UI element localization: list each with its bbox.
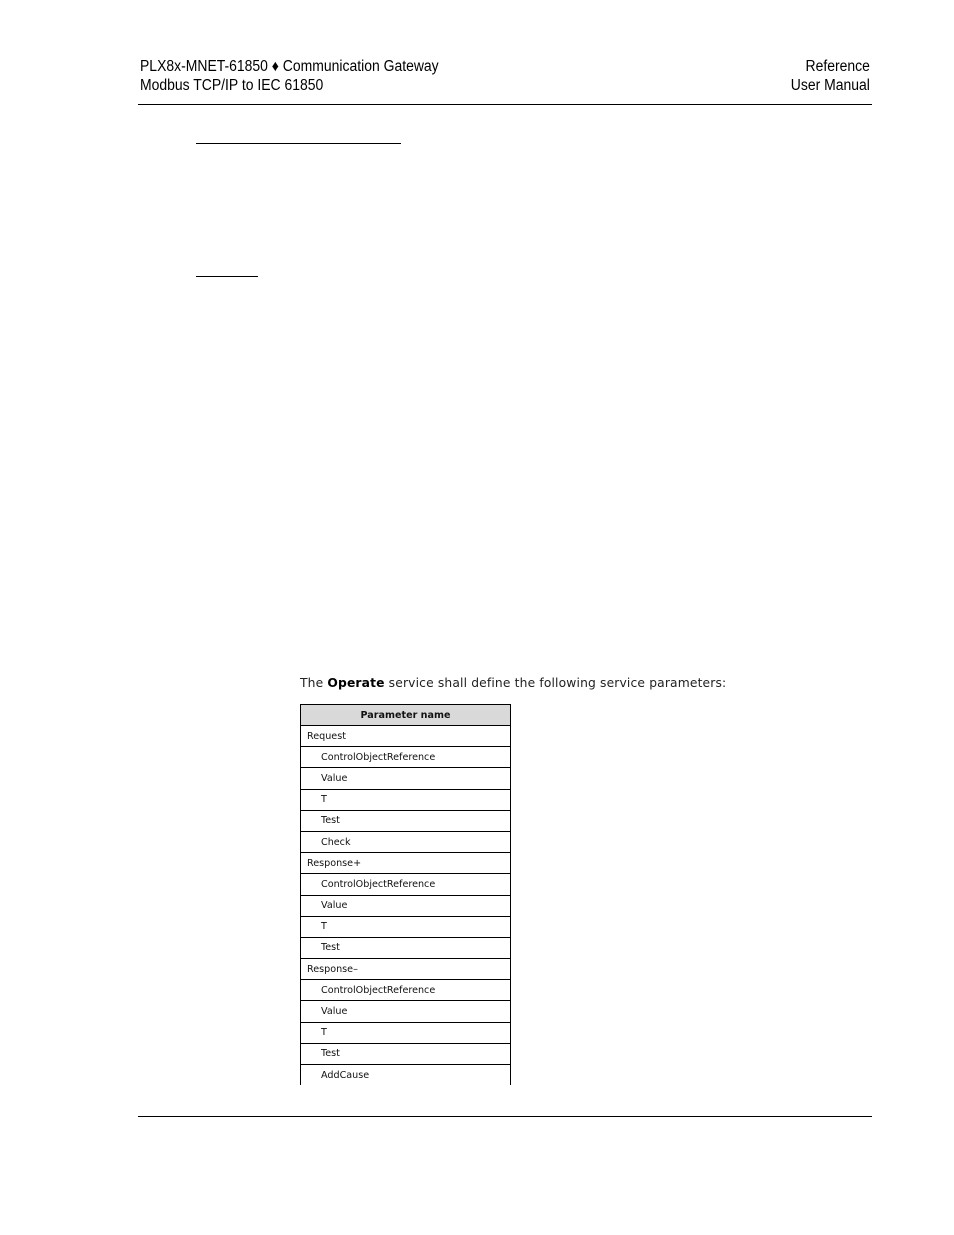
table-row (301, 789, 511, 810)
parameter-cell: Response– (301, 959, 511, 980)
header-left (140, 57, 439, 95)
intro-suffix: service shall define the following service parameters: (384, 676, 727, 690)
intro-bold-term: Operate (327, 676, 385, 690)
doc-section: Reference (805, 58, 870, 75)
table-body (301, 726, 511, 1086)
parameter-cell: Test (301, 810, 511, 831)
parameter-cell: Value (301, 768, 511, 789)
product-title: PLX8x-MNET-61850 ♦ Communication Gateway (140, 58, 439, 75)
table-row (301, 959, 511, 980)
table-row (301, 810, 511, 831)
parameter-cell: Value (301, 895, 511, 916)
parameter-cell: ControlObjectReference (301, 747, 511, 768)
parameter-cell: Test (301, 937, 511, 958)
parameter-cell: T (301, 916, 511, 937)
parameter-cell: ControlObjectReference (301, 874, 511, 895)
table-header-row (301, 705, 511, 726)
table-row (301, 1022, 511, 1043)
heading-underline-1 (196, 143, 401, 144)
header-right (791, 57, 870, 95)
parameter-cell: Check (301, 831, 511, 852)
parameter-cell: Test (301, 1043, 511, 1064)
heading-underline-2 (196, 276, 258, 277)
table-row (301, 895, 511, 916)
parameter-cell: AddCause (301, 1065, 511, 1086)
intro-prefix: The (300, 676, 328, 690)
table-row (301, 1001, 511, 1022)
parameter-cell: Response+ (301, 853, 511, 874)
parameter-cell: Value (301, 1001, 511, 1022)
parameter-cell: Request (301, 726, 511, 747)
column-header-parameter-name: Parameter name (301, 705, 511, 726)
table-row (301, 768, 511, 789)
table-row (301, 980, 511, 1001)
table-row (301, 831, 511, 852)
doc-type: User Manual (790, 77, 870, 94)
parameter-cell: T (301, 789, 511, 810)
table-row (301, 747, 511, 768)
parameter-cell: ControlObjectReference (301, 980, 511, 1001)
intro-paragraph (300, 676, 726, 690)
table-row (301, 874, 511, 895)
table-row (301, 1065, 511, 1086)
table-row (301, 916, 511, 937)
table-row (301, 1043, 511, 1064)
table-row (301, 853, 511, 874)
parameter-table (300, 704, 511, 1085)
table-row (301, 726, 511, 747)
table-row (301, 937, 511, 958)
parameter-cell: T (301, 1022, 511, 1043)
product-subtitle: Modbus TCP/IP to IEC 61850 (140, 77, 324, 94)
footer-divider (138, 1116, 872, 1117)
header-divider (138, 104, 872, 105)
